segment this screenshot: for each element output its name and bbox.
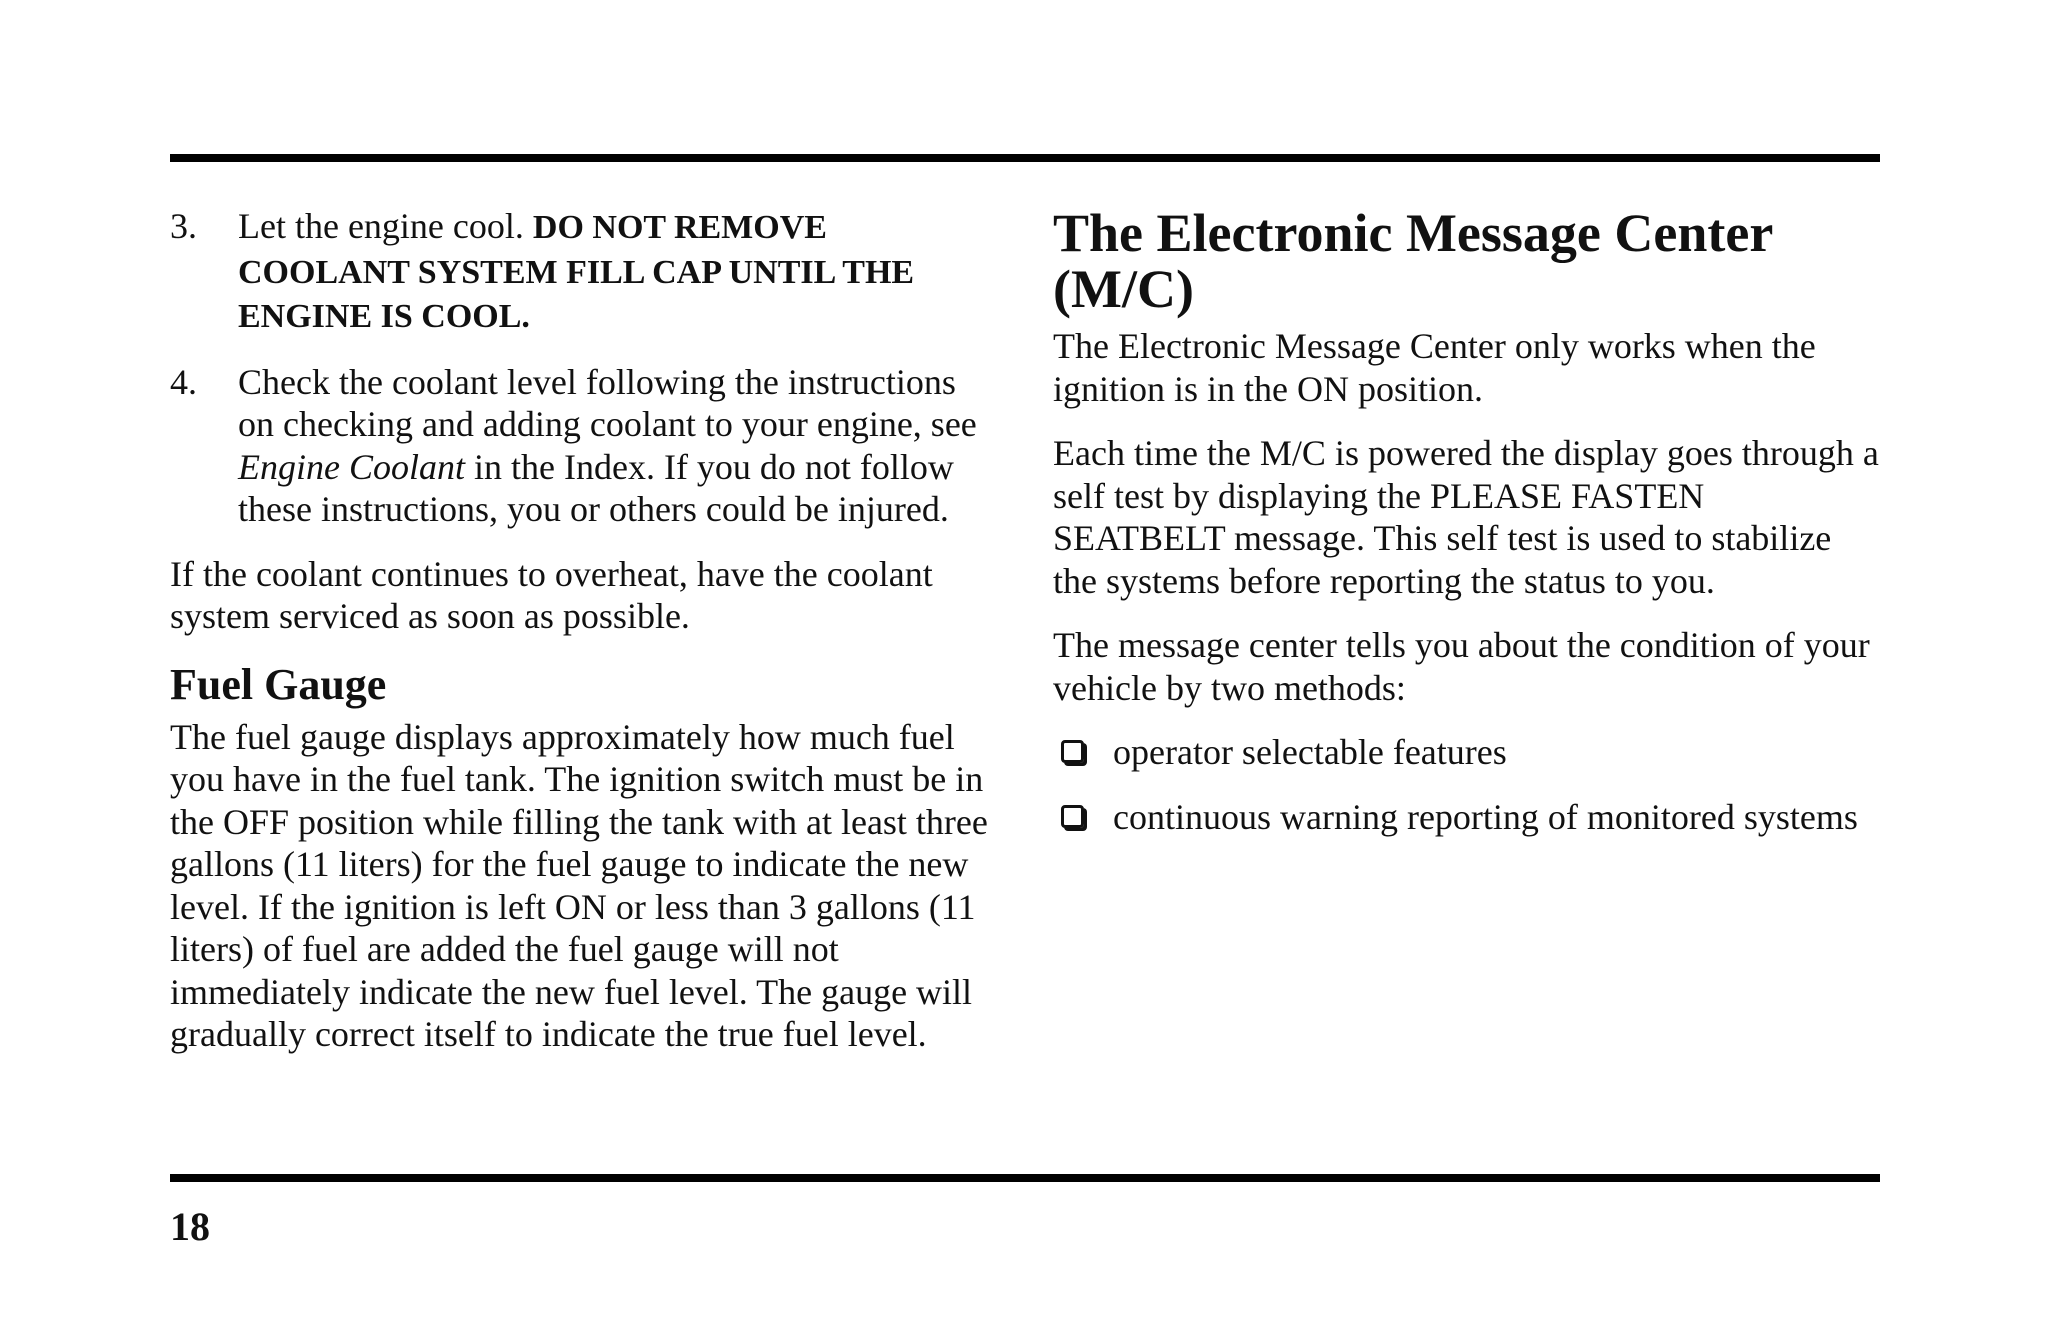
- step-3: [170, 205, 996, 339]
- bullet-item: [1053, 796, 1883, 839]
- bottom-rule: [170, 1174, 1880, 1182]
- step-text: Check the coolant level following the instructions on checking and adding coolant to your engine, see: [238, 361, 977, 444]
- checkbox-icon: [1061, 740, 1084, 763]
- message-center-paragraph-3: The message center tells you about the condition of your vehicle by two methods:: [1053, 625, 1870, 708]
- step-4: [170, 361, 996, 531]
- top-rule: [170, 154, 1880, 162]
- right-column: [1053, 205, 1883, 860]
- step-number: 3.: [170, 206, 197, 246]
- message-center-paragraph-1: The Electronic Message Center only works when the ignition is in the ON position.: [1053, 326, 1816, 409]
- step-number: 4.: [170, 361, 197, 402]
- page-number: 18: [170, 1204, 210, 1249]
- step-text: Let the engine cool.: [238, 206, 533, 246]
- step-text-after: in the Index. If you do not follow these instructions, you or others could be injured.: [238, 446, 954, 529]
- bullet-text: continuous warning reporting of monitored systems: [1113, 796, 1858, 837]
- overheat-paragraph: If the coolant continues to overheat, have the coolant system serviced as soon as possible.: [170, 553, 933, 636]
- bullet-text: operator selectable features: [1113, 732, 1507, 772]
- engine-coolant-reference: Engine Coolant: [238, 446, 465, 487]
- message-center-heading: The Electronic Message Center (M/C): [1053, 203, 1773, 319]
- fuel-gauge-paragraph: The fuel gauge displays approximately how much fuel you have in the fuel tank. The ignition switch must be in the OFF position while filling the tank with at least three gallons (11 liters) for the fuel gauge to indicate the new level. If the ignition is left ON or less than 3 gallons (11 liters) of fuel are added the fuel gauge will not immediately indicate the new fuel level. The gauge will gradually correct itself to indicate the true fuel level.: [170, 716, 988, 1054]
- fuel-gauge-heading: Fuel Gauge: [170, 659, 387, 709]
- bullet-item: [1053, 731, 1883, 774]
- checkbox-icon: [1061, 805, 1084, 828]
- left-column: [170, 205, 996, 1078]
- coolant-cap-warning: DO NOT REMOVE COOLANT SYSTEM FILL CAP UNTIL THE ENGINE IS COOL.: [238, 209, 915, 335]
- message-center-paragraph-2: Each time the M/C is powered the display goes through a self test by displaying the PLEASE FASTEN SEATBELT message. This self test is used to stabilize the systems before reporting the status to you.: [1053, 433, 1879, 601]
